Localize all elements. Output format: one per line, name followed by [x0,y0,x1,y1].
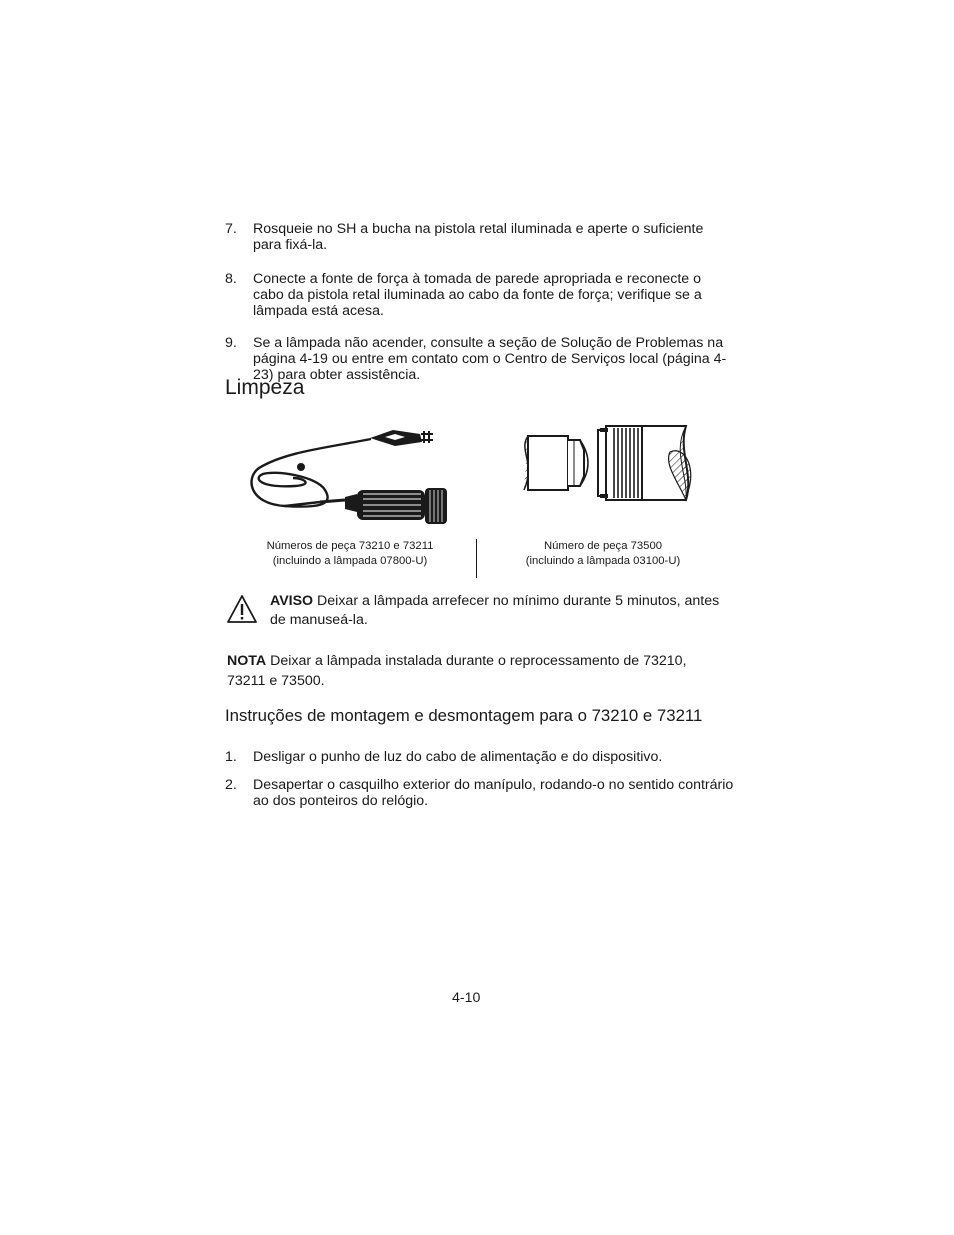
step-text: Desapertar o casquilho exterior do manípulo, rodando-o no sentido contrário ao dos ponteiros do relógio. [253,777,734,809]
step-number: 1. [225,749,237,765]
steps-list-bottom [225,749,735,809]
left-caption [245,539,455,569]
caption-line: (incluindo a lâmpada 03100-U) [525,555,681,567]
caption-line: (incluindo a lâmpada 07800-U) [272,555,428,567]
warning-label: AVISO [270,593,314,609]
step-number: 2. [225,777,237,793]
list-item [225,271,735,319]
note-body: Deixar a lâmpada instalada durante o reprocessamento de 73210, 73211 e 73500. [227,653,687,689]
handle-section-illustration [518,422,693,504]
warning-body: Deixar a lâmpada arrefecer no mínimo durante 5 minutos, antes de manuseá-la. [270,593,720,628]
warning-icon [226,594,258,624]
page-number: 4-10 [452,990,481,1006]
caption-line: Números de peça 73210 e 73211 [266,540,434,552]
step-text: Conecte a fonte de força à tomada de parede apropriada e reconecte o cabo da pistola retal iluminada ao cabo da fonte de força; verifique se a lâmpada está acesa. [253,271,702,319]
list-item [225,221,735,253]
step-number: 8. [225,271,237,287]
step-text: Desligar o punho de luz do cabo de alimentação e do dispositivo. [253,749,663,765]
caption-divider [476,539,477,578]
list-item [225,777,735,809]
steps-list-top [225,221,735,383]
list-item [225,749,735,765]
step-text: Rosqueie no SH a bucha na pistola retal iluminada e aperte o suficiente para fixá-la. [253,221,704,253]
warning-text [270,592,730,630]
subheading: Instruções de montagem e desmontagem para o 73210 e 73211 [225,706,703,725]
section-title: Limpeza [225,376,305,399]
note-label: NOTA [227,653,267,669]
step-number: 9. [225,335,237,351]
light-handle-illustration [245,420,460,530]
note-text [227,651,707,691]
step-number: 7. [225,221,237,237]
step-text: Se a lâmpada não acender, consulte a seção de Solução de Problemas na página 4-19 ou entre em contato com o Centro de Serviços local (página 4-23) para obter assistência. [253,335,727,383]
right-caption [498,539,708,569]
caption-line: Número de peça 73500 [543,540,663,552]
